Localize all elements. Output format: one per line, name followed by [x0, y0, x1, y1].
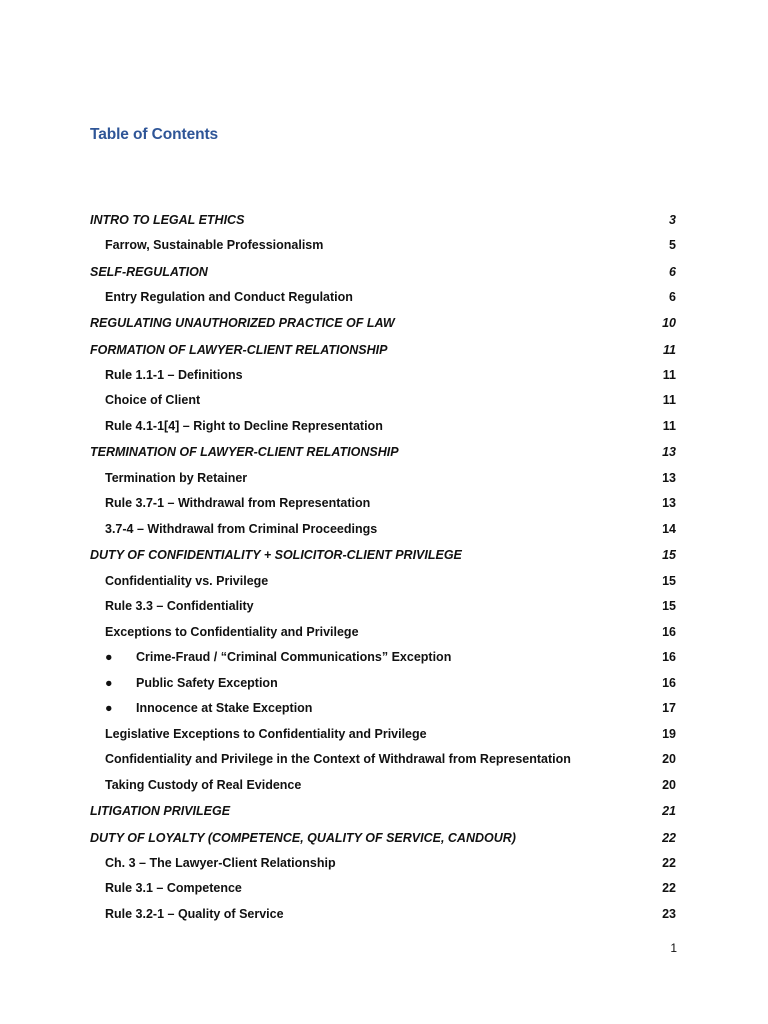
toc-subsection-entry[interactable] [90, 363, 678, 389]
toc-subsection-entry[interactable] [90, 466, 678, 492]
toc-entry-page: 10 [662, 316, 676, 331]
toc-entry-label: Rule 4.1-1[4] – Right to Decline Representation [105, 418, 383, 433]
toc-entry-page: 13 [662, 445, 676, 460]
toc-entry-label: Exceptions to Confidentiality and Privilege [105, 624, 359, 639]
toc-entry-label: Farrow, Sustainable Professionalism [105, 238, 324, 253]
toc-entry-page: 13 [662, 496, 676, 511]
toc-entry-page: 20 [662, 777, 676, 792]
toc-entry-page: 11 [663, 342, 676, 357]
toc-entry-page: 11 [662, 367, 676, 382]
toc-title: Table of Contents [90, 126, 219, 143]
toc-entry-label: Termination by Retainer [105, 470, 248, 485]
toc-entry-label: DUTY OF LOYALTY (COMPETENCE, QUALITY OF SERVICE, CANDOUR) [90, 830, 516, 845]
toc-entry-page: 5 [669, 238, 676, 253]
toc-entry-page: 3 [669, 213, 676, 227]
page-number: 1 [670, 941, 677, 955]
toc-section-entry[interactable] [90, 337, 678, 363]
toc-subsection-entry[interactable] [90, 902, 678, 928]
toc-entry-label: Crime-Fraud / “Criminal Communications” Exception [136, 650, 452, 665]
toc-entry-page: 15 [662, 573, 676, 588]
toc-entry-label: Taking Custody of Real Evidence [105, 777, 302, 792]
toc-entry-label: Confidentiality vs. Privilege [105, 573, 269, 588]
toc-entry-page: 6 [669, 264, 676, 279]
toc-subsection-entry[interactable] [90, 876, 678, 902]
toc-subsection-entry[interactable] [90, 233, 678, 259]
toc-entry-page: 23 [662, 906, 676, 921]
toc-entry-label: Rule 1.1-1 – Definitions [105, 367, 243, 382]
toc-entry-label: SELF-REGULATION [90, 264, 208, 279]
toc-subsection-entry[interactable] [90, 747, 678, 773]
toc-entry-page: 15 [662, 548, 676, 563]
toc-section-entry[interactable] [90, 825, 678, 851]
bullet-icon: ● [105, 675, 113, 690]
toc-entry-page: 22 [662, 881, 676, 896]
toc-section-entry[interactable] [90, 259, 678, 285]
toc-section-entry[interactable] [90, 798, 678, 824]
toc-entry-label: Rule 3.1 – Competence [105, 881, 242, 896]
toc-entry-label: Confidentiality and Privilege in the Context of Withdrawal from Representation [105, 752, 571, 767]
toc-entry-page: 13 [662, 470, 676, 485]
toc-entry-label: REGULATING UNAUTHORIZED PRACTICE OF LAW [90, 316, 395, 331]
toc-entry-label: Legislative Exceptions to Confidentiality and Privilege [105, 726, 427, 741]
toc-entry-label: Entry Regulation and Conduct Regulation [105, 289, 353, 304]
bullet-icon: ● [105, 701, 113, 716]
toc-subsection-entry[interactable] [90, 620, 678, 646]
toc-entry-page: 17 [662, 701, 676, 716]
bullet-icon: ● [105, 650, 113, 665]
toc-entry-label: Choice of Client [105, 393, 201, 408]
toc-entry-page: 21 [662, 804, 676, 819]
toc-entry-page: 19 [662, 726, 676, 741]
toc-list [90, 207, 678, 927]
toc-subsection-entry[interactable] [90, 414, 678, 440]
toc-entry-page: 22 [662, 830, 676, 845]
toc-section-entry[interactable] [90, 439, 678, 465]
toc-subsection-entry[interactable] [90, 285, 678, 311]
toc-entry-label: LITIGATION PRIVILEGE [90, 804, 231, 819]
toc-bullet-entry[interactable] [90, 671, 678, 697]
toc-subsection-entry[interactable] [90, 569, 678, 595]
toc-bullet-entry[interactable] [90, 696, 678, 722]
toc-entry-label: Rule 3.2-1 – Quality of Service [105, 906, 284, 921]
toc-entry-page: 6 [669, 289, 676, 304]
toc-entry-page: 11 [662, 393, 676, 408]
toc-entry-label: Rule 3.3 – Confidentiality [105, 599, 254, 614]
toc-entry-page: 16 [662, 624, 676, 639]
toc-subsection-entry[interactable] [90, 388, 678, 414]
toc-section-entry[interactable] [90, 207, 678, 233]
toc-entry-label: Public Safety Exception [136, 675, 278, 690]
toc-entry-page: 14 [662, 521, 676, 536]
toc-entry-page: 11 [662, 418, 676, 433]
toc-entry-label: Rule 3.7-1 – Withdrawal from Representation [105, 496, 371, 511]
toc-subsection-entry[interactable] [90, 594, 678, 620]
toc-entry-label: TERMINATION OF LAWYER-CLIENT RELATIONSHIP [90, 445, 399, 460]
toc-entry-label: FORMATION OF LAWYER-CLIENT RELATIONSHIP [90, 342, 388, 357]
toc-subsection-entry[interactable] [90, 517, 678, 543]
toc-entry-label: Ch. 3 – The Lawyer-Client Relationship [105, 855, 336, 870]
toc-section-entry[interactable] [90, 542, 678, 568]
toc-entry-label: Innocence at Stake Exception [136, 701, 313, 716]
toc-entry-label: DUTY OF CONFIDENTIALITY + SOLICITOR-CLIENT PRIVILEGE [90, 548, 462, 563]
toc-subsection-entry[interactable] [90, 773, 678, 799]
toc-bullet-entry[interactable] [90, 645, 678, 671]
toc-subsection-entry[interactable] [90, 851, 678, 877]
toc-entry-page: 15 [662, 599, 676, 614]
toc-entry-page: 16 [662, 650, 676, 665]
toc-entry-page: 20 [662, 752, 676, 767]
toc-entry-page: 22 [662, 855, 676, 870]
toc-subsection-entry[interactable] [90, 491, 678, 517]
toc-section-entry[interactable] [90, 310, 678, 336]
toc-entry-label: 3.7-4 – Withdrawal from Criminal Proceedings [105, 521, 378, 536]
toc-entry-label: INTRO TO LEGAL ETHICS [90, 213, 245, 227]
toc-entry-page: 16 [662, 675, 676, 690]
toc-subsection-entry[interactable] [90, 722, 678, 748]
